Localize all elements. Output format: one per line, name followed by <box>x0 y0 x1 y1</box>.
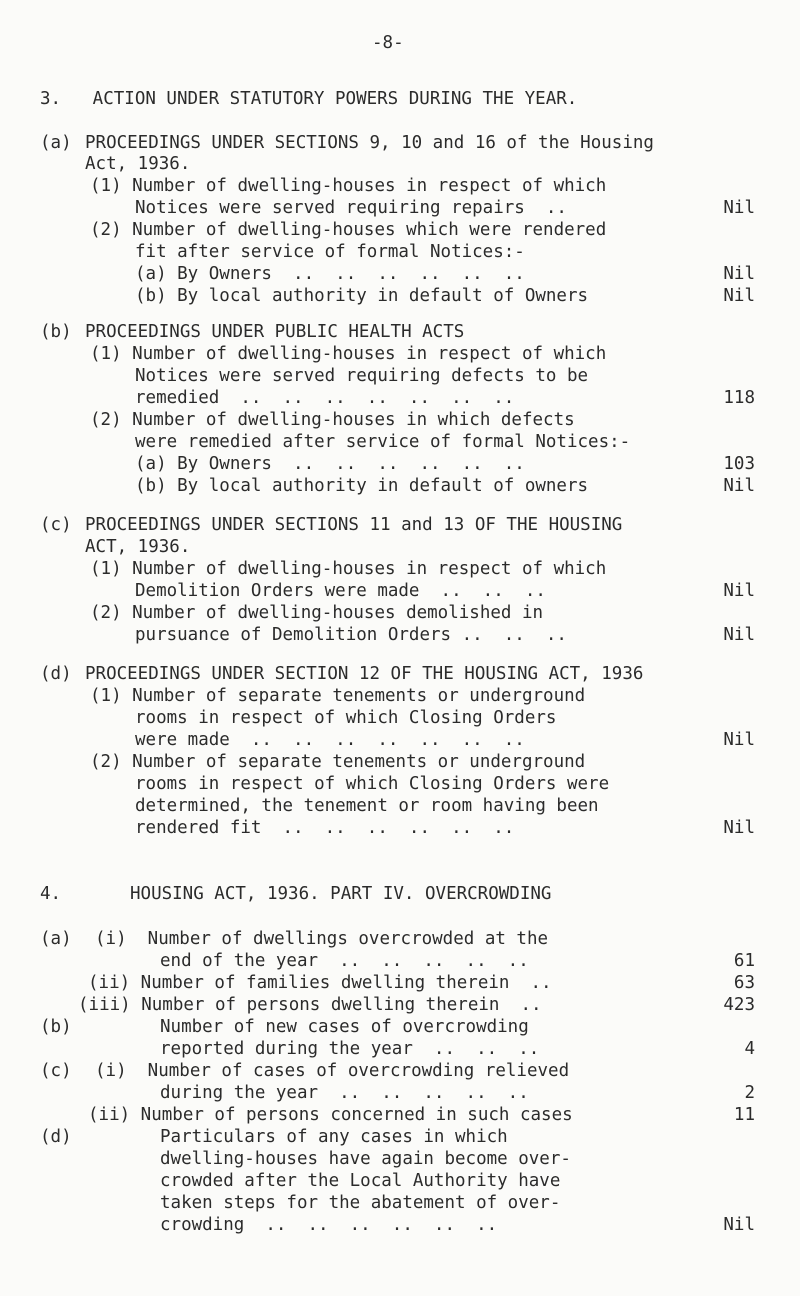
section-d-item1-text-cont2: were made .. .. .. .. .. .. .. <box>135 730 525 750</box>
section-a-item1-value: Nil <box>723 198 755 218</box>
section-4-a-ii-value: 63 <box>733 973 755 993</box>
section-d-item1-text-cont: rooms in respect of which Closing Orders <box>135 708 557 728</box>
section-heading: 3. ACTION UNDER STATUTORY POWERS DURING THE YEAR. <box>40 89 578 109</box>
section-b-item2a-value: 103 <box>723 454 755 474</box>
section-b-item2b-text: (b) By local authority in default of owners <box>135 476 589 496</box>
section-4-c-ii-value: 11 <box>733 1105 755 1125</box>
section-a-item2-text-cont: fit after service of formal Notices:- <box>135 242 525 262</box>
section-4-title: HOUSING ACT, 1936. PART IV. OVERCROWDING <box>130 884 552 904</box>
section-b-item1-text-cont: Notices were served requiring defects to be <box>135 366 589 386</box>
section-4-c-i-value: 2 <box>744 1083 755 1103</box>
section-4-a-label: (a) <box>40 929 72 949</box>
section-b-title: PROCEEDINGS UNDER PUBLIC HEALTH ACTS <box>85 322 465 342</box>
section-4-b-value: 4 <box>744 1039 755 1059</box>
section-c-title-cont: ACT, 1936. <box>85 537 191 557</box>
section-d-item1-value: Nil <box>723 730 755 750</box>
section-4-a-iii-text: (iii) Number of persons dwelling therein .. <box>78 995 542 1015</box>
section-b-item2b-value: Nil <box>723 476 755 496</box>
section-4-a-i-value: 61 <box>733 951 755 971</box>
section-4-b-label: (b) <box>40 1017 72 1037</box>
section-4-b-text-cont: reported during the year .. .. .. <box>160 1039 540 1059</box>
section-c-item1-value: Nil <box>723 581 755 601</box>
section-c-item2-value: Nil <box>723 625 755 645</box>
page-number: -8- <box>372 33 404 53</box>
section-4-d-text-cont4: crowding .. .. .. .. .. .. <box>160 1215 498 1235</box>
section-4-d-label: (d) <box>40 1127 72 1147</box>
section-4-a-ii-text: (ii) Number of families dwelling therein .. <box>88 973 552 993</box>
section-a-title: PROCEEDINGS UNDER SECTIONS 9, 10 and 16 of the Housing <box>85 133 654 153</box>
section-4-a-i-text-cont: end of the year .. .. .. .. .. <box>160 951 529 971</box>
section-4-d-value: Nil <box>723 1215 755 1235</box>
section-c-item2-text: (2) Number of dwelling-houses demolished in <box>90 603 544 623</box>
section-b-item1-text: (1) Number of dwelling-houses in respect of which <box>90 344 607 364</box>
section-4-d-text-cont2: crowded after the Local Authority have <box>160 1171 561 1191</box>
section-4-d-text-cont: dwelling-houses have again become over- <box>160 1149 571 1169</box>
section-4-number: 4. <box>40 884 62 904</box>
section-c-title: PROCEEDINGS UNDER SECTIONS 11 and 13 OF THE HOUSING <box>85 515 623 535</box>
section-b-item1-value: 118 <box>723 388 755 408</box>
section-a-item2-text: (2) Number of dwelling-houses which were rendered <box>90 220 607 240</box>
section-d-item2-text-cont2: determined, the tenement or room having been <box>135 796 599 816</box>
section-a-title-cont: Act, 1936. <box>85 154 191 174</box>
section-d-item2-text-cont3: rendered fit .. .. .. .. .. .. <box>135 818 515 838</box>
section-b-item2a-text: (a) By Owners .. .. .. .. .. .. <box>135 454 525 474</box>
section-4-c-ii-text: (ii) Number of persons concerned in such cases <box>88 1105 573 1125</box>
section-4-b-text: Number of new cases of overcrowding <box>160 1017 529 1037</box>
section-4-a-iii-value: 423 <box>723 995 755 1015</box>
section-c-item2-text-cont: pursuance of Demolition Orders .. .. .. <box>135 625 567 645</box>
section-a-label: (a) <box>40 133 72 153</box>
section-d-item1-text: (1) Number of separate tenements or underground <box>90 686 586 706</box>
section-b-label: (b) <box>40 322 72 342</box>
section-d-item2-text: (2) Number of separate tenements or underground <box>90 752 586 772</box>
section-d-title: PROCEEDINGS UNDER SECTION 12 OF THE HOUSING ACT, 1936 <box>85 664 644 684</box>
section-b-item1-text-cont2: remedied .. .. .. .. .. .. .. <box>135 388 515 408</box>
section-a-item2b-value: Nil <box>723 286 755 306</box>
section-a-item1-text-cont: Notices were served requiring repairs .. <box>135 198 567 218</box>
section-a-item2a-text: (a) By Owners .. .. .. .. .. .. <box>135 264 525 284</box>
section-c-label: (c) <box>40 515 72 535</box>
section-b-item2-text: (2) Number of dwelling-houses in which defects <box>90 410 575 430</box>
section-a-item2b-text: (b) By local authority in default of Owners <box>135 286 589 306</box>
section-4-a-i-text: (i) Number of dwellings overcrowded at the <box>95 929 549 949</box>
section-d-item2-value: Nil <box>723 818 755 838</box>
section-a-item2a-value: Nil <box>723 264 755 284</box>
section-d-item2-text-cont: rooms in respect of which Closing Orders were <box>135 774 610 794</box>
section-c-item1-text: (1) Number of dwelling-houses in respect of which <box>90 559 607 579</box>
section-c-item1-text-cont: Demolition Orders were made .. .. .. <box>135 581 546 601</box>
section-a-item1-text: (1) Number of dwelling-houses in respect of which <box>90 176 607 196</box>
section-4-c-label: (c) <box>40 1061 72 1081</box>
section-4-c-i-text-cont: during the year .. .. .. .. .. <box>160 1083 529 1103</box>
section-4-c-i-text: (i) Number of cases of overcrowding relieved <box>95 1061 570 1081</box>
section-b-item2-text-cont: were remedied after service of formal Notices:- <box>135 432 631 452</box>
section-4-d-text-cont3: taken steps for the abatement of over- <box>160 1193 561 1213</box>
section-4-d-text: Particulars of any cases in which <box>160 1127 508 1147</box>
section-d-label: (d) <box>40 664 72 684</box>
